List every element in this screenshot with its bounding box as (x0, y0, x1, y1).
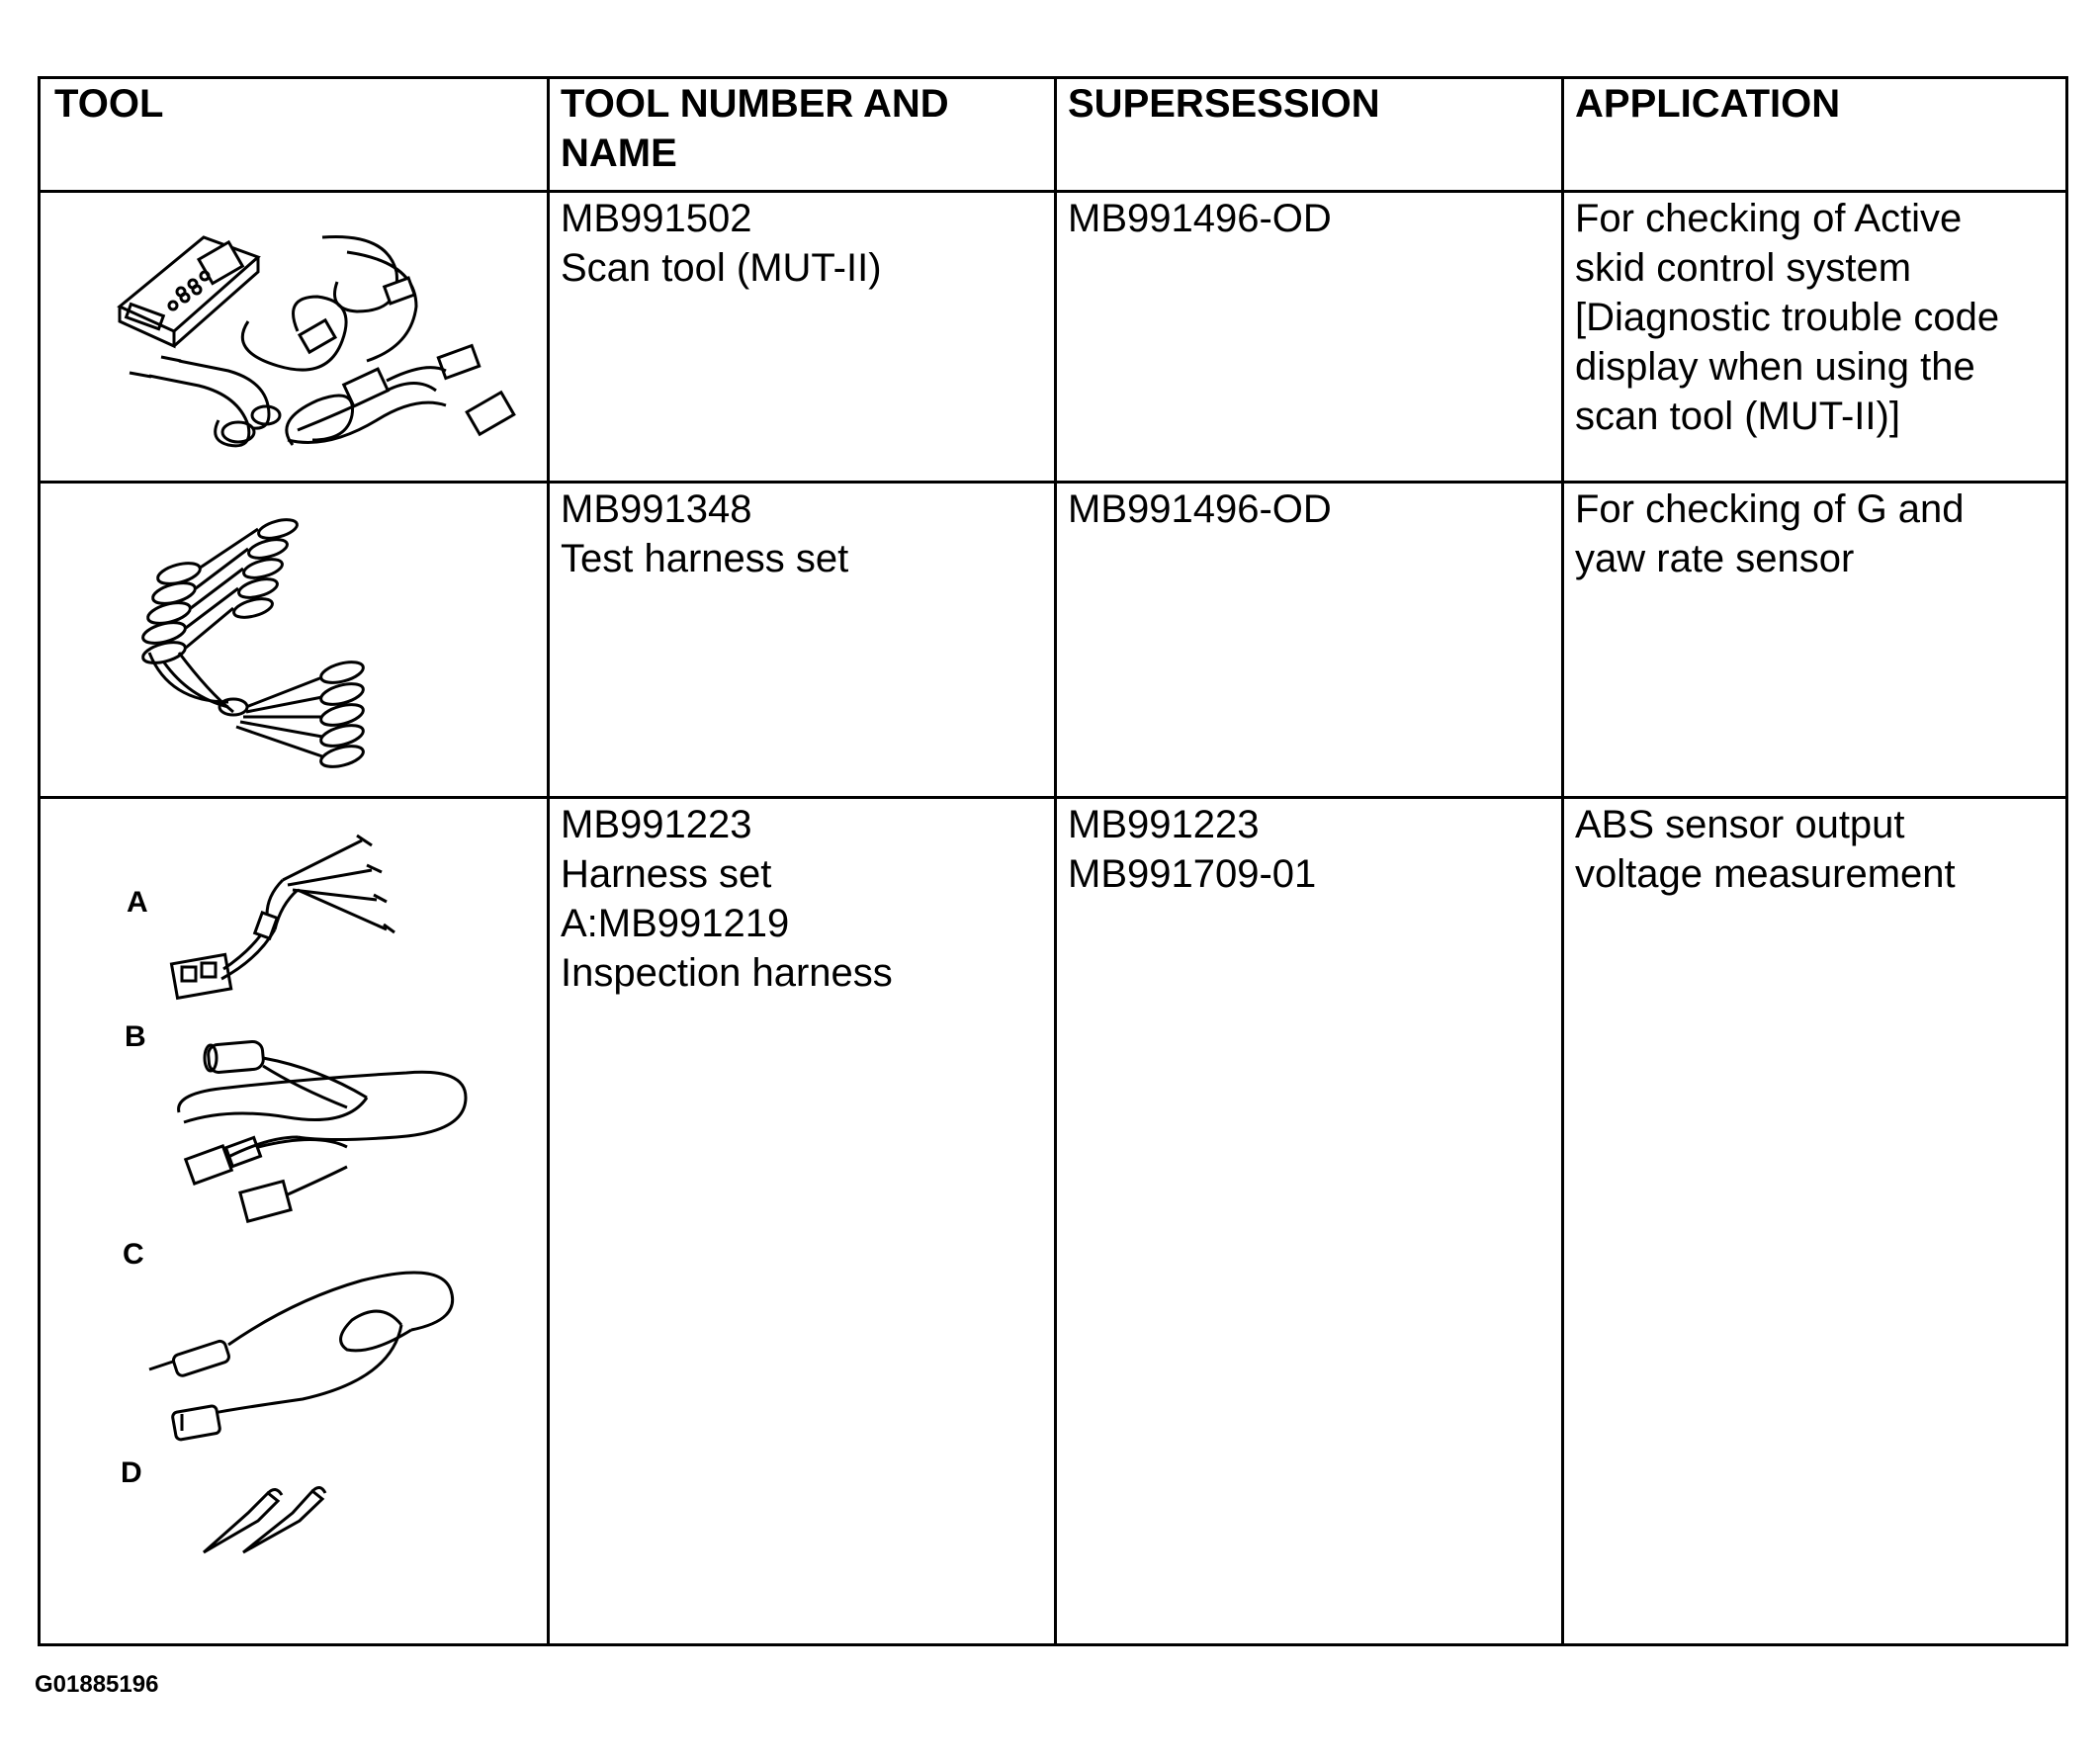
inspection-harness-illustration (164, 831, 401, 1028)
header-supersession: SUPERSESSION (1068, 82, 1380, 126)
part-label-c: C (123, 1238, 144, 1271)
harness-b-illustration (169, 1038, 485, 1226)
scan-tool-illustration (90, 203, 525, 470)
column-divider (547, 79, 550, 1643)
test-harness-illustration (130, 504, 406, 771)
part-label-d: D (121, 1456, 142, 1489)
column-divider (1054, 79, 1057, 1643)
row3-supersession: MB991223 MB991709-01 (1068, 803, 1317, 896)
row1-tool-number: MB991502 Scan tool (MUT-II) (561, 197, 882, 290)
pins-d-illustration (199, 1473, 347, 1562)
column-divider (1561, 79, 1564, 1643)
row-divider (41, 481, 2065, 484)
header-tool: TOOL (54, 82, 164, 126)
part-label-a: A (127, 886, 148, 919)
row2-application: For checking of G and yaw rate sensor (1575, 487, 1965, 580)
row1-supersession: MB991496-OD (1068, 197, 1332, 240)
special-tools-table (38, 76, 2068, 1646)
row-divider (41, 190, 2065, 193)
header-tool-number: TOOL NUMBER AND NAME (561, 82, 949, 175)
row3-tool-number: MB991223 Harness set A:MB991219 Inspection harness (561, 803, 893, 995)
row3-application: ABS sensor output voltage measurement (1575, 803, 1956, 896)
row2-tool-number: MB991348 Test harness set (561, 487, 849, 580)
header-application: APPLICATION (1575, 82, 1841, 126)
part-label-b: B (125, 1020, 146, 1053)
figure-id: G01885196 (35, 1671, 159, 1698)
row1-application: For checking of Active skid control system [Diagnostic trouble code display when using the scan tool (MUT-II)] (1575, 197, 2000, 438)
row2-supersession: MB991496-OD (1068, 487, 1332, 531)
row-divider (41, 796, 2065, 799)
probe-c-illustration (144, 1261, 471, 1449)
